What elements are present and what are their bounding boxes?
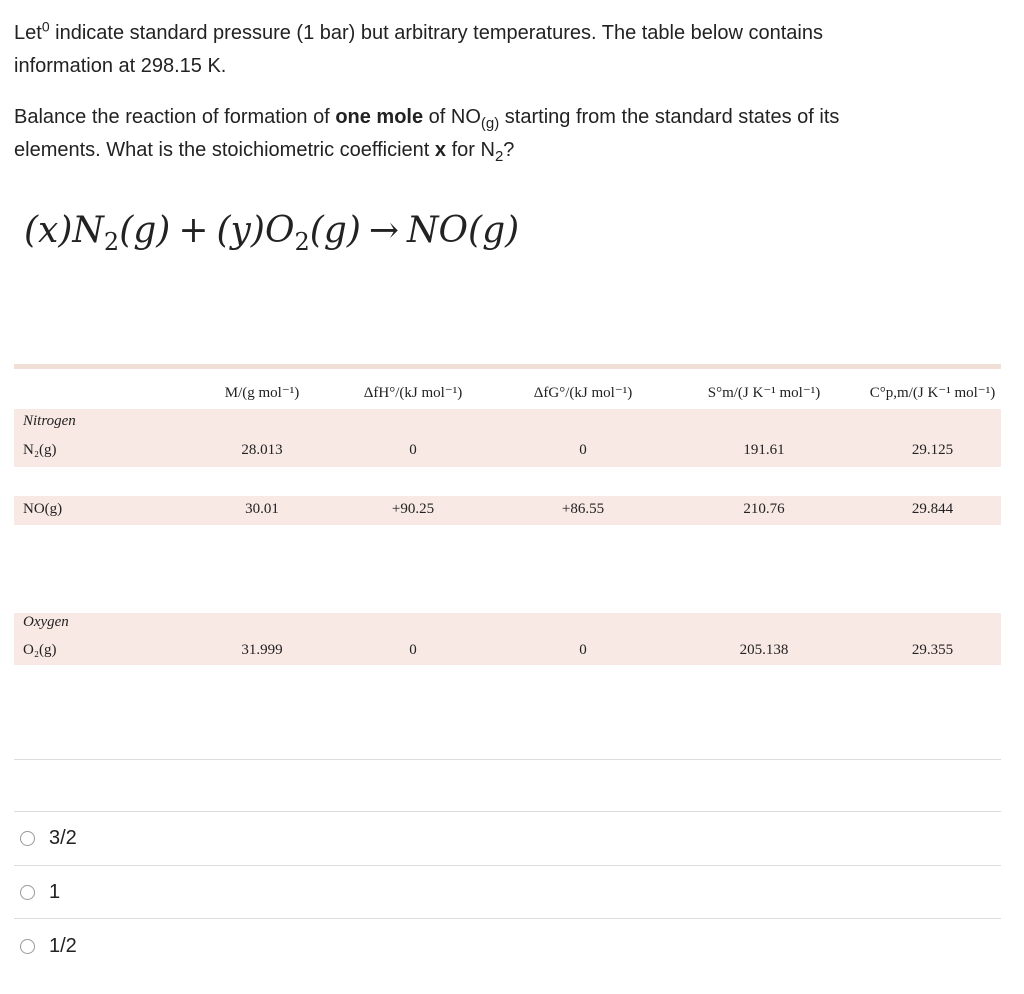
cell-value: 205.138	[739, 642, 789, 658]
coefficient-y: (y)	[216, 210, 265, 251]
question-paragraph-1	[14, 17, 1004, 83]
table-row-no	[14, 496, 1001, 525]
question-text: elements. What is the stoichiometric coefficient	[14, 139, 435, 161]
state-subscript: (g)	[480, 115, 500, 132]
answer-option-2[interactable]	[20, 877, 60, 907]
plus-sign: +	[178, 210, 209, 251]
question-text: ?	[503, 139, 515, 161]
header-heat-capacity: C°p,m/(J K⁻¹ mol⁻¹)	[869, 385, 996, 401]
cell-value: 0	[579, 442, 587, 458]
table-header	[14, 364, 1001, 414]
row-formula: O₂(g)	[23, 642, 57, 658]
option-label: 1/2	[49, 934, 77, 957]
header-enthalpy: ΔfH°/(kJ mol⁻¹)	[363, 385, 463, 401]
question-text: indicate standard pressure (1 bar) but arbitrary temperatures. The table below contains	[49, 22, 823, 44]
question-text: for N	[446, 139, 495, 161]
question-text: Let	[14, 22, 42, 44]
variable-x: x	[434, 139, 447, 161]
coefficient-x: (x)	[24, 210, 73, 251]
divider	[14, 811, 1001, 812]
divider	[14, 865, 1001, 866]
cell-value: 0	[579, 642, 587, 658]
divider	[14, 918, 1001, 919]
row-formula: N₂(g)	[23, 442, 57, 458]
cell-value: 30.01	[245, 501, 279, 517]
row-name: Oxygen	[23, 614, 69, 630]
header-gibbs: ΔfG°/(kJ mol⁻¹)	[533, 385, 633, 401]
divider	[14, 759, 1001, 760]
cell-value: 0	[409, 442, 417, 458]
answer-option-1[interactable]	[20, 823, 77, 853]
product-no: NO(g)	[407, 210, 520, 251]
emphasis-text: one mole	[335, 106, 424, 128]
table-row-oxygen	[14, 613, 1001, 665]
reaction-equation	[24, 210, 520, 257]
option-label: 1	[49, 880, 61, 903]
oxygen-symbol: O	[264, 210, 295, 251]
answer-option-3[interactable]	[20, 931, 77, 961]
radio-button-icon[interactable]	[20, 939, 35, 954]
cell-value: 29.355	[911, 642, 954, 658]
cell-value: 0	[409, 642, 417, 658]
arrow-icon: →	[368, 210, 400, 251]
question-text: information at 298.15 K.	[14, 55, 227, 77]
cell-value: 191.61	[743, 442, 785, 458]
question-paragraph-2	[14, 101, 1004, 167]
cell-value: 31.999	[241, 642, 283, 658]
cell-value: 29.844	[911, 501, 954, 517]
cell-value: +90.25	[391, 501, 435, 517]
question-text: Balance the reaction of formation of	[14, 106, 336, 128]
oxygen-state: (g)	[309, 210, 361, 251]
nitrogen-state: (g)	[119, 210, 171, 251]
standard-superscript: 0	[41, 18, 50, 35]
cell-value: 28.013	[241, 442, 283, 458]
radio-button-icon[interactable]	[20, 831, 35, 846]
option-label: 3/2	[49, 826, 77, 849]
radio-button-icon[interactable]	[20, 885, 35, 900]
oxygen-subscript: 2	[294, 228, 310, 257]
table-row-nitrogen	[14, 409, 1001, 467]
header-molar-mass: M/(g mol⁻¹)	[224, 385, 300, 401]
question-text: of NO	[423, 106, 481, 128]
cell-value: 210.76	[743, 501, 785, 517]
nitrogen-symbol: N	[72, 210, 104, 251]
question-text: starting from the standard states of its	[499, 106, 840, 128]
header-entropy: S°m/(J K⁻¹ mol⁻¹)	[707, 385, 821, 401]
row-name: Nitrogen	[23, 413, 76, 429]
row-formula: NO(g)	[23, 501, 63, 517]
cell-value: +86.55	[561, 501, 605, 517]
cell-value: 29.125	[911, 442, 954, 458]
nitrogen-subscript: 2	[103, 228, 120, 257]
n2-subscript: 2	[494, 148, 504, 165]
